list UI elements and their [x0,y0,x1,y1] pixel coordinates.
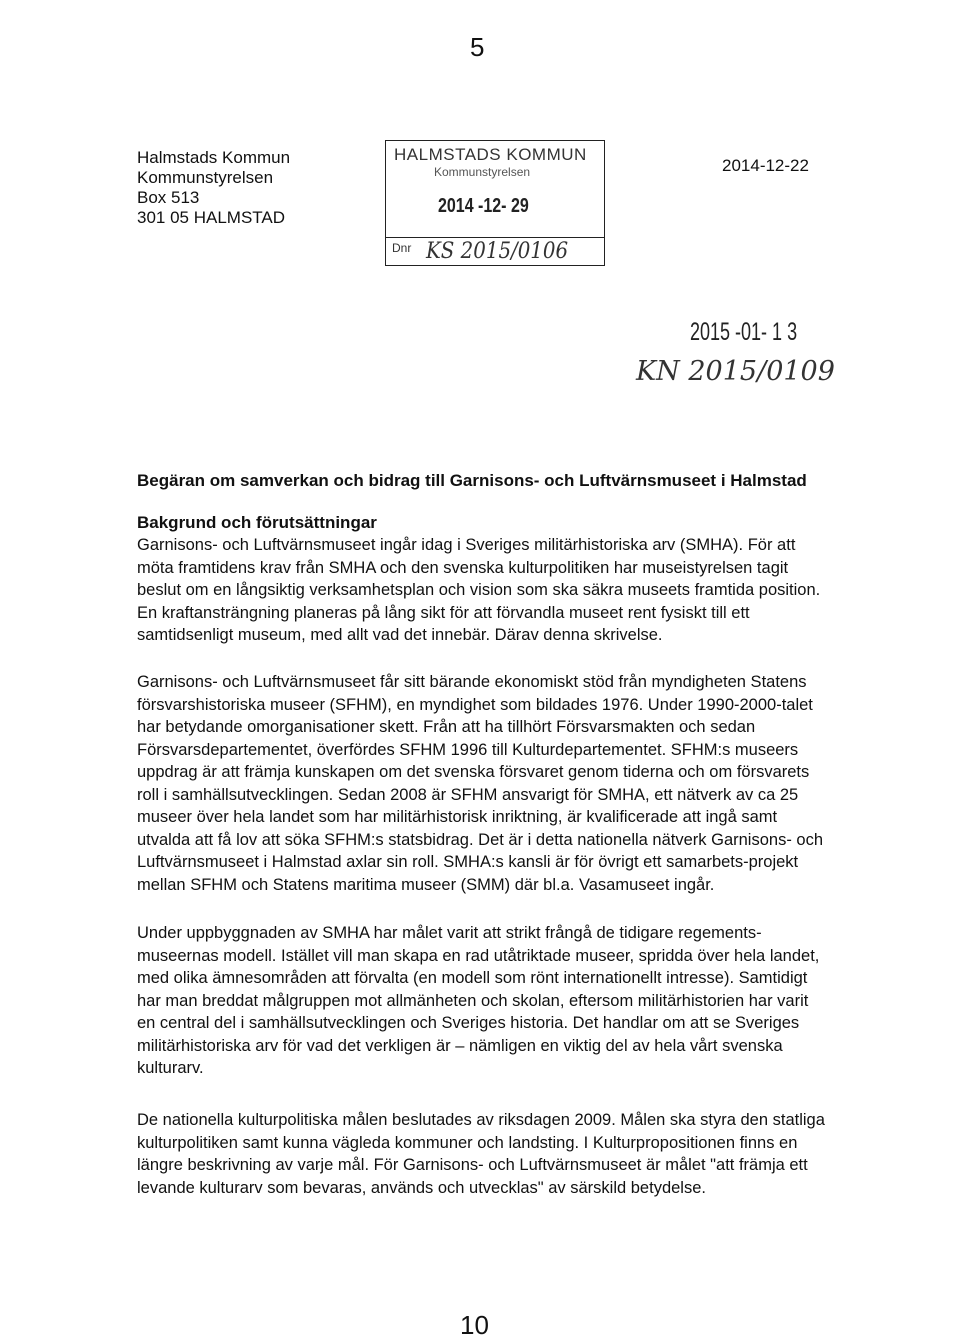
stamp-organization: HALMSTADS KOMMUN [394,145,587,164]
sender-address [137,148,290,228]
paragraph: Garnisons- och Luftvärnsmuseet ingår idag i Sveriges militärhistoriska arv (SMHA). För att möta framtidens krav från SMHA och den svenska kulturpolitiken har museistyrelsen tagit beslut om en långsiktig verksamhetsplan och vision som ska säkra museets framtida position. En kraftansträngning planeras på lång sikt för att förvandla museet rent fysiskt till ett samtidsenligt museum, med allt vad det innebär. Därav denna skrivelse. [137,536,821,644]
stamp-divider [386,237,604,238]
received-stamp [385,140,605,266]
paragraph: Garnisons- och Luftvärnsmuseet får sitt bärande ekonomiskt stöd från myndigheten Statens försvarshistoriska museer (SFHM), en myndighet som bildades 1976. Under 1990-2000-talet har betydande omorganisationer skett. Från att ha tillhört Försvarsmakten och sedan Försvarsdepartementet, överfördes SFHM 1996 till Kulturdepartementet. SFHM:s museers uppdrag är att främja kunskapen om det svenska försvaret genom tiderna och om försvarets roll i samhällsutvecklingen. Sedan 2008 är SFHM ansvarigt för SMHA, ett nätverk av ca 25 museer över hela landet som har militärhistorisk inriktning, är kvalificerade att ingå samt utvalda att få lov att söka SFHM:s statsbidrag. Det är i detta nationella nätverk Garnisons- och Luftvärnsmuseet i Halmstad axlar sin roll. SMHA:s kansli är för övrigt ett samarbets-projekt mellan SFHM och Statens maritima museer (SMM) där bl.a. Vasamuseet ingår. [137,673,823,894]
stamp-dnr-number: KS 2015/0106 [426,239,569,264]
paragraph: De nationella kulturpolitiska målen beslutades av riksdagen 2009. Målen ska styra den statliga kulturpolitiken samt kunna vägleda kommuner och landsting. I Kulturpropositionen finns en längre beskrivning av varje mål. För Garnisons- och Luftvärnsmuseet är målet "att främja ett levande kulturarv som bevaras, används och utvecklas" av särskild betydelse. [137,1111,825,1197]
paragraph: Under uppbyggnaden av SMHA har målet varit att strikt frångå de tidigare regements-museernas modell. Istället vill man skapa en rad utåtriktade museer, spridda över hela landet, med olika ämnesområden att förvalta (en modell som rönt internationellt intresse). Samtidigt har man breddat målgruppen mot allmänheten och skolan, eftersom militärhistorien har varit en central del i samhällsutvecklingen och Sveriges historia. Det handlar om att se Sveriges militärhistoriska arv för vad det verkligen är – nämligen en viktig del av hela vårt svenska kulturarv. [137,924,820,1077]
stamp-dnr-label: Dnr [392,241,412,255]
stamp-date: 2014 -12- 29 [438,195,529,217]
document-title: Begäran om samverkan och bidrag till Garnisons- och Luftvärnsmuseet i Halmstad [137,471,807,490]
page-number: 5 [470,32,485,62]
section-heading: Bakgrund och förutsättningar [137,513,377,532]
sender-line: 301 05 HALMSTAD [137,208,286,227]
sender-line: Box 513 [137,188,200,207]
sender-line: Halmstads Kommun [137,148,291,167]
second-stamp-dnr: KN 2015/0109 [636,356,835,387]
footer-page-number: 10 [460,1310,489,1340]
second-stamp-date: 2015 -01- 1 3 [690,318,798,346]
stamp-unit: Kommunstyrelsen [434,165,531,179]
letter-date: 2014-12-22 [722,156,809,175]
sender-line: Kommunstyrelsen [137,168,274,187]
